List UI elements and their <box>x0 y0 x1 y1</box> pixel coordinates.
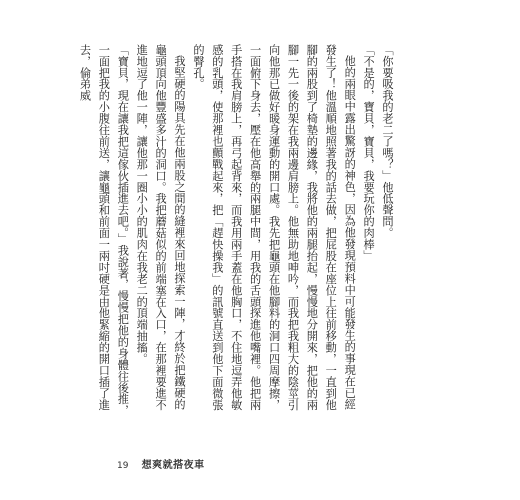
dialogue-paragraph: 「你要吸我的老二了嗎？」他低聲問。 <box>381 44 394 239</box>
dialogue-paragraph: 「寶貝，現在讓我把這傢伙插進去吧。」我說著，慢慢把他的身體往後推，一面把我的小腹往前送，讓龜頭和前面一兩吋硬是由他緊縮的開口插了進去，倫弟威 <box>78 44 130 417</box>
narrative-paragraph: 他的兩眼中露出驚訝的神色，因為他發現預料中可能發生的事現在已經發生了！他溫順地照著我的話去做，把屁股在座位上往前移動，一直到他腳的兩股到了椅墊的邊緣，我將他的兩腿抬起，慢慢地分開來，把他的兩腳一先一後的架在我兩邊肩膀上。他無助地呻吟，而我把我粗大的陰莖引向他那已做好暖身運動的開口處。我先把龜頭在他腳料的洞口四周摩擦，一面俯下身去，壓在他高舉的兩腿中間，用我的舌頭探進他嘴裡。他把兩手搭在我肩膀上，再弓起背來，而我用兩手蓋在他胸口，不住地逗弄他敏感的乳頭，使那裡也顫戰起來，把「趕快操我」的訊號直送到他下面微張的臀孔。 <box>191 44 357 411</box>
dialogue-paragraph: 「不是的，寶貝，寶貝，我要玩你的肉棒」 <box>362 44 376 262</box>
page-footer <box>117 456 205 471</box>
page-number: 19 <box>117 461 129 471</box>
vertical-body-text <box>78 44 396 420</box>
narrative-paragraph: 我堅硬的陽具先在他兩股之間的縫裡來回地探索一陣，才終於把鐵硬的龜頭頂向他豐盛多汁的洞口。我把蘑菇似的前端塞在入口，在那裡要進不進地逗了他一陣，讓他那一圈小小的肌肉在我老二的頂端抽搐。 <box>135 44 187 411</box>
running-title: 想爽就搭夜車 <box>141 460 205 471</box>
